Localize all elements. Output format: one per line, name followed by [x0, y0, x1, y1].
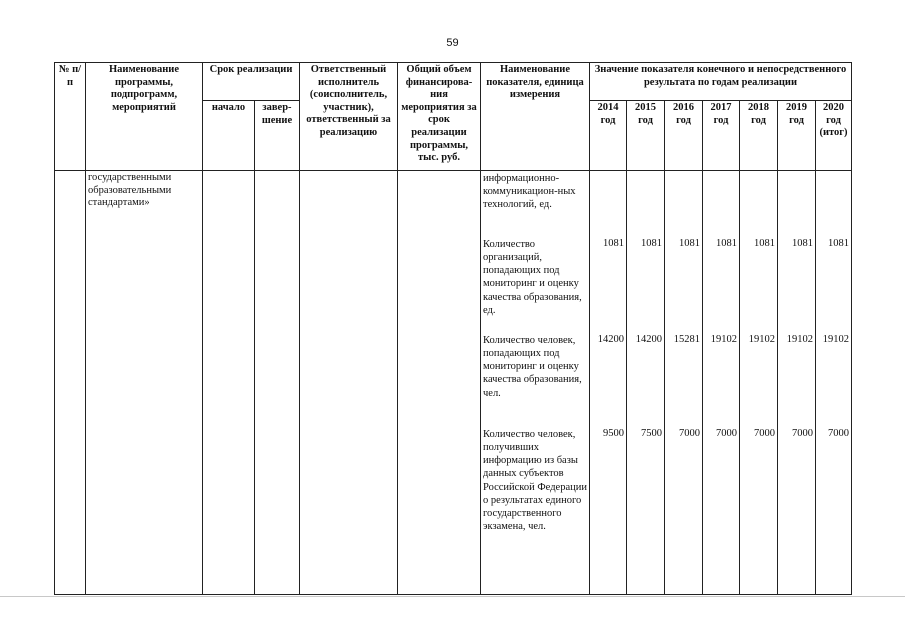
value-2015: 14200 [635, 334, 662, 345]
value-2016 [667, 172, 700, 238]
header-responsible: Ответственный исполнитель (соисполнитель, участник), ответственный за реализацию [300, 63, 398, 171]
header-year-2019: 2019 год [778, 101, 816, 171]
value-2015 [629, 172, 662, 238]
value-2020: 1081 [828, 238, 849, 249]
indicator-name: Количество организаций, попадающих под мониторинг и оценку качества образования, ед. [483, 239, 582, 316]
value-2019: 7000 [792, 428, 813, 439]
value-2014: 1081 [603, 238, 624, 249]
table-body [55, 171, 852, 595]
value-2017: 19102 [710, 334, 737, 345]
cell-values-2017 [703, 171, 740, 595]
value-2015: 1081 [641, 238, 662, 249]
page-number: 59 [446, 37, 459, 49]
header-term: Срок реализации [203, 63, 300, 101]
page-bottom-edge [0, 596, 905, 597]
header-funding: Общий объем финансирова-ния мероприятия за срок реализации программы, тыс. руб. [398, 63, 481, 171]
value-2015: 7500 [641, 428, 662, 439]
value-2014 [592, 172, 624, 238]
cell-num [55, 171, 86, 595]
value-2016: 15281 [673, 334, 700, 345]
value-2018: 19102 [748, 334, 775, 345]
cell-end [255, 171, 300, 595]
value-2018: 7000 [754, 428, 775, 439]
cell-funding [398, 171, 481, 595]
cell-values-2019 [778, 171, 816, 595]
cell-start [203, 171, 255, 595]
program-indicators-table [54, 62, 852, 595]
value-2020: 19102 [822, 334, 849, 345]
cell-values-2015 [627, 171, 665, 595]
value-2019: 19102 [786, 334, 813, 345]
value-2017 [705, 172, 737, 238]
indicator-name: Количество человек, попадающих под мониторинг и оценку качества образования, чел. [483, 335, 582, 399]
value-2018: 1081 [754, 238, 775, 249]
value-2017: 7000 [716, 428, 737, 439]
header-year-2020: 2020 год (итог) [816, 101, 852, 171]
value-2016: 1081 [679, 238, 700, 249]
header-name: Наименование программы, подпрограмм, мероприятий [86, 63, 203, 171]
header-end: завер-шение [255, 101, 300, 171]
cell-values-2016 [665, 171, 703, 595]
cell-values-2020 [816, 171, 852, 595]
header-year-2015: 2015 год [627, 101, 665, 171]
cell-program-name: государственными образовательными стандартами» [86, 171, 203, 595]
cell-indicators [481, 171, 590, 595]
cell-responsible [300, 171, 398, 595]
value-2020: 7000 [828, 428, 849, 439]
indicator-name: информационно-коммуникацион-ных технологий, ед. [483, 173, 576, 211]
value-2020 [818, 172, 849, 238]
header-year-2018: 2018 год [740, 101, 778, 171]
header-values: Значение показателя конечного и непосредственного результата по годам реализации [590, 63, 852, 101]
header-year-2017: 2017 год [703, 101, 740, 171]
cell-values-2018 [740, 171, 778, 595]
value-2019: 1081 [792, 238, 813, 249]
indicator-name: Количество человек, получивших информацию из базы данных субъектов Российской Федерации о результатах единого государственного экзамена, чел. [483, 429, 587, 532]
value-2014: 14200 [597, 334, 624, 345]
header-year-2016: 2016 год [665, 101, 703, 171]
cell-values-2014 [590, 171, 627, 595]
value-2019 [780, 172, 813, 238]
header-num: № п/п [55, 63, 86, 171]
value-2018 [742, 172, 775, 238]
value-2014: 9500 [603, 428, 624, 439]
value-2016: 7000 [679, 428, 700, 439]
header-indicator: Наименование показателя, единица измерения [481, 63, 590, 171]
header-year-2014: 2014 год [590, 101, 627, 171]
header-start: начало [203, 101, 255, 171]
value-2017: 1081 [716, 238, 737, 249]
table-header [55, 63, 852, 171]
